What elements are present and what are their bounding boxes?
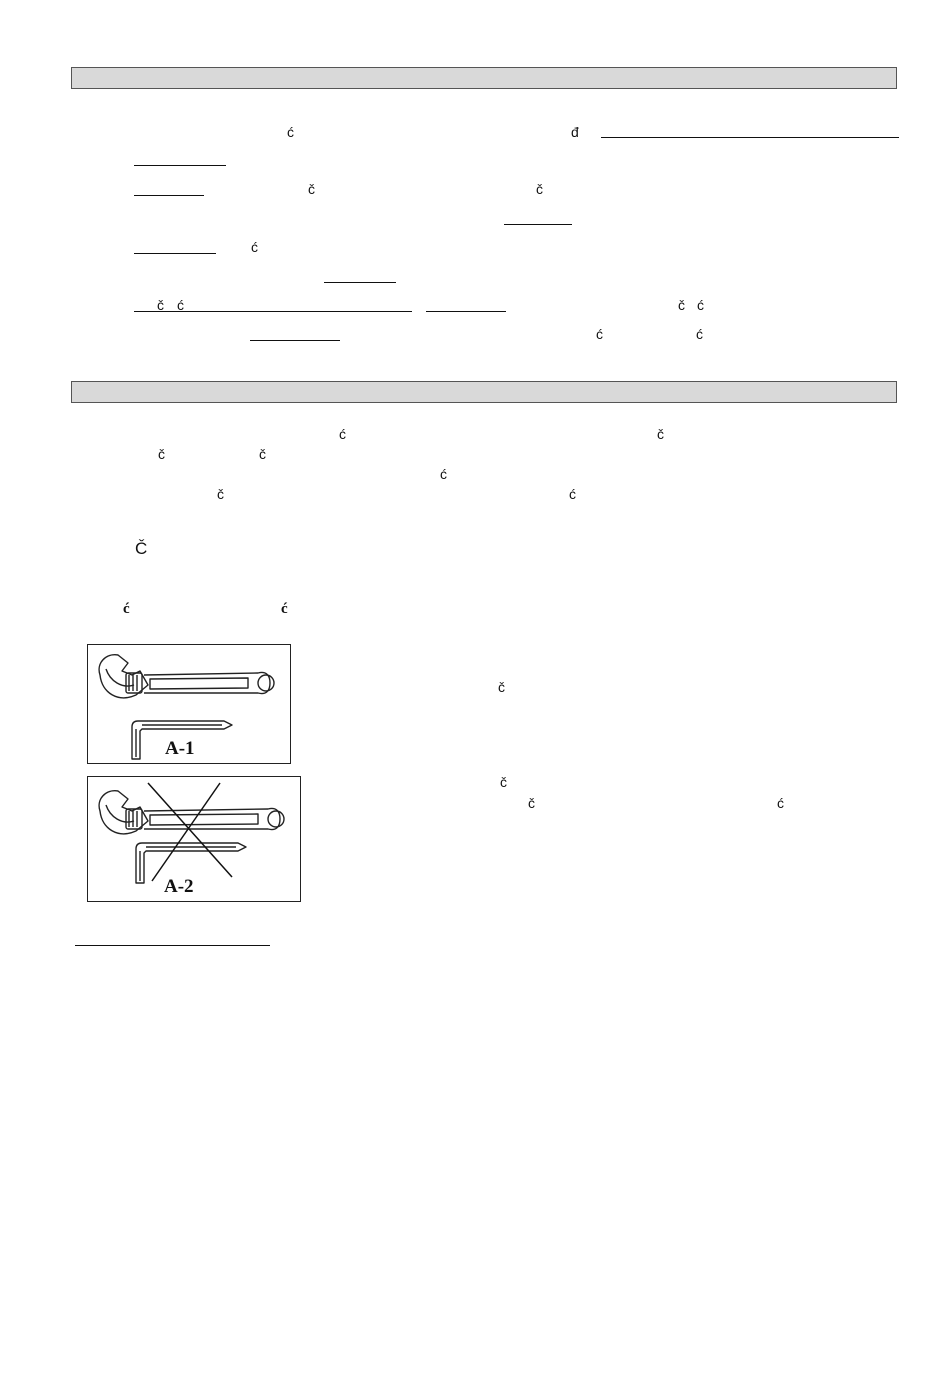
text-glyph: č xyxy=(158,446,165,462)
text-glyph: č xyxy=(498,679,505,695)
figure-label: A-2 xyxy=(164,876,194,897)
text-glyph: č xyxy=(217,486,224,502)
text-glyph: ć xyxy=(440,466,447,482)
text-glyph: đ xyxy=(571,124,579,140)
text-glyph: ć xyxy=(777,795,784,811)
underline-blank xyxy=(426,311,506,312)
underline-blank xyxy=(324,282,396,283)
text-glyph: č xyxy=(536,181,543,197)
text-glyph: ć xyxy=(339,426,346,442)
text-glyph: ć xyxy=(697,297,704,313)
figure-a1 xyxy=(87,644,291,764)
text-glyph: ć xyxy=(251,239,258,255)
underline-blank xyxy=(134,165,226,166)
text-glyph: ć xyxy=(177,297,184,313)
text-glyph: č xyxy=(308,181,315,197)
text-glyph: č xyxy=(500,774,507,790)
text-glyph: č xyxy=(678,297,685,313)
text-glyph: ć xyxy=(569,486,576,502)
text-glyph: ć xyxy=(123,601,130,617)
text-glyph: ć xyxy=(696,326,703,342)
text-glyph: ć xyxy=(596,326,603,342)
underline-blank xyxy=(134,195,204,196)
text-glyph: ć xyxy=(287,124,294,140)
figure-a2 xyxy=(87,776,301,902)
text-glyph: č xyxy=(528,795,535,811)
section-header-bar-1 xyxy=(71,67,897,89)
cross-mark-icon xyxy=(88,777,302,903)
underline-blank xyxy=(601,137,899,138)
underline-blank xyxy=(134,311,412,312)
text-glyph: č xyxy=(157,297,164,313)
text-glyph: Č xyxy=(135,539,148,558)
text-glyph: č xyxy=(259,446,266,462)
footnote-separator xyxy=(75,945,270,946)
underline-blank xyxy=(504,224,572,225)
underline-blank xyxy=(134,253,216,254)
text-glyph: č xyxy=(657,426,664,442)
text-glyph: ć xyxy=(281,601,288,617)
underline-blank xyxy=(250,340,340,341)
section-header-bar-2 xyxy=(71,381,897,403)
figure-label: A-1 xyxy=(165,738,195,759)
